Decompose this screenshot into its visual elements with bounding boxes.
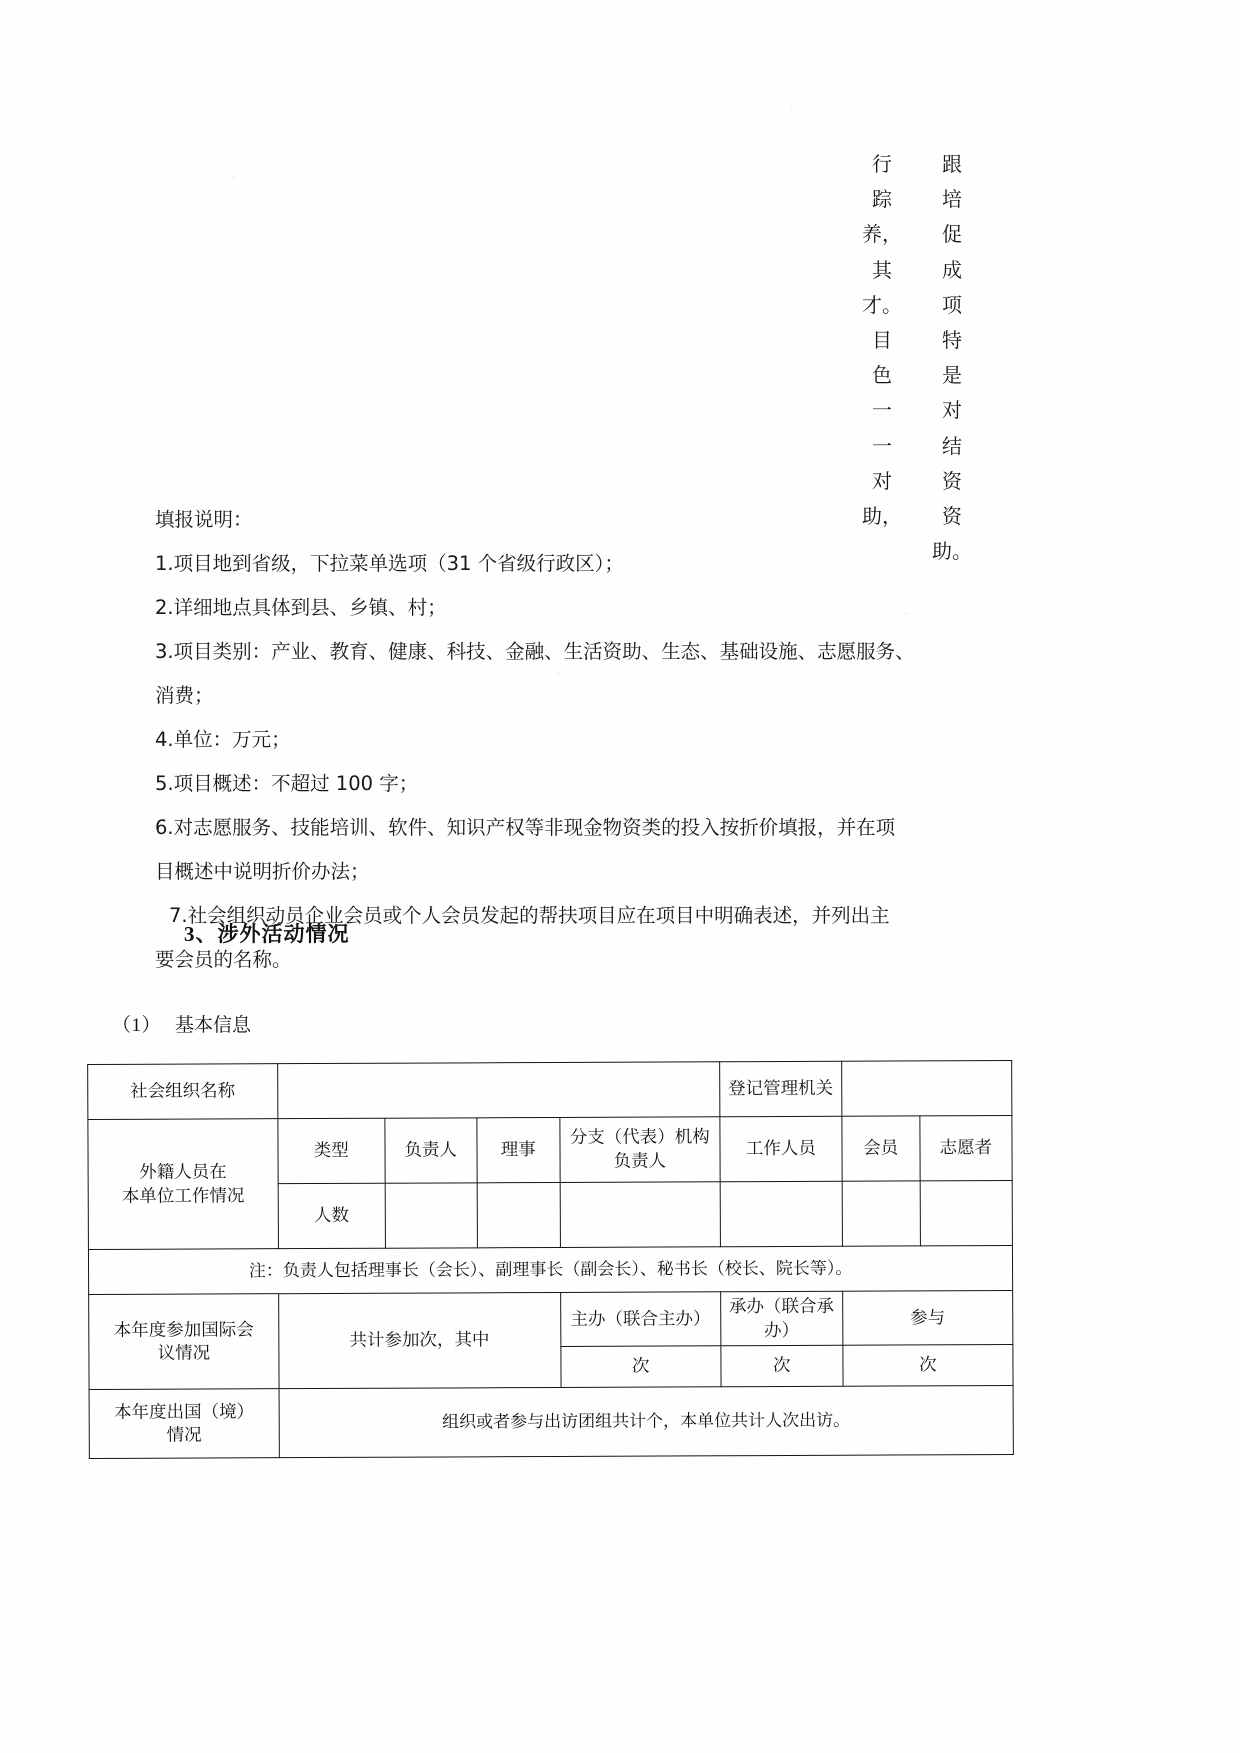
cell-count-staff[interactable] [720, 1181, 842, 1247]
vertical-char: 跟 [942, 154, 962, 176]
vertical-char: 目 [872, 329, 892, 352]
header-volunteer: 志愿者 [920, 1115, 1013, 1180]
vertical-char: 资 [942, 470, 962, 493]
vertical-char: 资 [942, 505, 962, 528]
vertical-char: 色 [872, 365, 892, 388]
header-branch-principal [559, 1117, 720, 1183]
vertical-char: 对 [942, 400, 962, 423]
cell-host-count[interactable]: 次 [560, 1346, 720, 1388]
header-director: 理事 [477, 1117, 560, 1182]
cell-foreign-staff-label [88, 1119, 278, 1250]
instruction-item-5: 5.项目概述：不超过 100 字； [155, 772, 419, 795]
header-branch-line2: 负责人 [613, 1150, 667, 1171]
intl-meeting-label-line1: 本年度参加国际会 [113, 1318, 254, 1340]
vertical-char: 是 [942, 365, 962, 388]
table-row-org [88, 1060, 1012, 1119]
instruction-item-6: 6.对志愿服务、技能培训、软件、知识产权等非现金物资类的投入按折价填报，并在项 [155, 816, 896, 839]
header-staff: 工作人员 [720, 1116, 842, 1182]
cell-registry-label: 登记管理机关 [720, 1061, 842, 1117]
vertical-char: 一 [872, 400, 892, 423]
subsection-heading [112, 1010, 251, 1037]
instruction-item-7-cont: 要会员的名称。 [155, 948, 292, 971]
cell-count-volunteer[interactable] [920, 1180, 1013, 1245]
header-principal: 负责人 [384, 1118, 477, 1183]
vertical-char: 项 [942, 294, 962, 317]
cell-intl-meeting-label [89, 1294, 279, 1390]
cell-note: 注：负责人包括理事长（会长）、副理事长（副会长）、秘书长（校长、院长等）。 [88, 1245, 1012, 1294]
instruction-item-6-cont: 目概述中说明折价办法； [155, 860, 370, 883]
scan-speck [790, 108, 793, 111]
vertical-char: 助。 [932, 541, 972, 564]
vertical-char: 其 [872, 259, 892, 282]
vertical-char: 促 [942, 224, 962, 247]
cell-count-branch[interactable] [560, 1182, 721, 1248]
abroad-label-line2: 情况 [166, 1424, 202, 1445]
table-row-abroad [89, 1386, 1013, 1459]
header-organize: 承办（联合承办） [721, 1291, 843, 1346]
abroad-label-line1: 本年度出国（境） [114, 1400, 255, 1422]
cell-count-label: 人数 [278, 1183, 385, 1248]
cell-intl-meeting-total[interactable]: 共计参加次，其中 [278, 1292, 560, 1388]
instruction-item-3-cont: 消费； [155, 684, 214, 707]
header-type: 类型 [278, 1118, 385, 1183]
section-title: 3、涉外活动情况 [184, 922, 350, 946]
vertical-char: 才。 [862, 294, 902, 317]
vertical-char: 特 [942, 329, 962, 352]
cell-abroad-text[interactable]: 组织或者参与出访团组共计个，本单位共计人次出访。 [279, 1386, 1013, 1458]
foreign-staff-label-line1: 外籍人员在 [139, 1161, 227, 1182]
cell-abroad-label [89, 1389, 279, 1459]
vertical-char: 一 [872, 435, 892, 458]
subsection-label: 基本信息 [175, 1015, 252, 1036]
cell-organize-count[interactable]: 次 [721, 1345, 843, 1387]
subsection-number: （1） [112, 1015, 162, 1036]
instruction-item-2: 2.详细地点具体到县、乡镇、村； [155, 596, 447, 619]
cell-org-name-value[interactable] [277, 1062, 719, 1119]
cell-registry-value[interactable] [841, 1060, 1012, 1116]
vertical-char: 养， [862, 224, 902, 247]
instructions-heading: 填报说明： [155, 508, 253, 531]
instruction-item-7: 7.社会组织动员企业会员或个人会员发起的帮扶项目应在项目中明确表述，并列出主 [169, 904, 890, 927]
basic-info-table [87, 1060, 1014, 1459]
header-member: 会员 [842, 1116, 920, 1181]
cell-count-member[interactable] [842, 1181, 920, 1246]
vertical-char: 对 [872, 470, 892, 493]
instruction-item-4: 4.单位：万元； [155, 728, 291, 751]
scan-speck [232, 175, 235, 178]
header-host: 主办（联合主办） [560, 1292, 721, 1347]
instructions-block [155, 498, 955, 982]
instruction-item-1: 1.项目地到省级，下拉菜单选项（31 个省级行政区）； [155, 552, 624, 575]
foreign-staff-label-line2: 本单位工作情况 [121, 1184, 245, 1206]
vertical-char: 培 [942, 189, 962, 212]
instruction-item-3: 3.项目类别：产业、教育、健康、科技、金融、生活资助、生态、基础设施、志愿服务、 [155, 640, 915, 663]
cell-participate-count[interactable]: 次 [843, 1345, 1013, 1387]
header-participate: 参与 [842, 1290, 1013, 1345]
vertical-char: 助， [862, 505, 902, 528]
table-row-note [88, 1245, 1012, 1294]
vertical-char: 结 [942, 435, 962, 458]
vertical-char: 成 [942, 259, 962, 282]
cell-count-principal[interactable] [385, 1183, 478, 1248]
intl-meeting-label-line2: 议情况 [157, 1342, 211, 1363]
header-branch-line1: 分支（代表）机构 [569, 1126, 710, 1148]
vertical-char: 行 [872, 154, 892, 176]
cell-org-name-label: 社会组织名称 [88, 1064, 278, 1120]
table-row-foreign-headers [88, 1115, 1012, 1184]
cell-count-director[interactable] [477, 1182, 560, 1247]
vertical-char: 踪 [872, 189, 892, 212]
basic-info-table-wrapper [87, 1060, 1014, 1459]
table-row-intl-meeting [89, 1290, 1013, 1348]
